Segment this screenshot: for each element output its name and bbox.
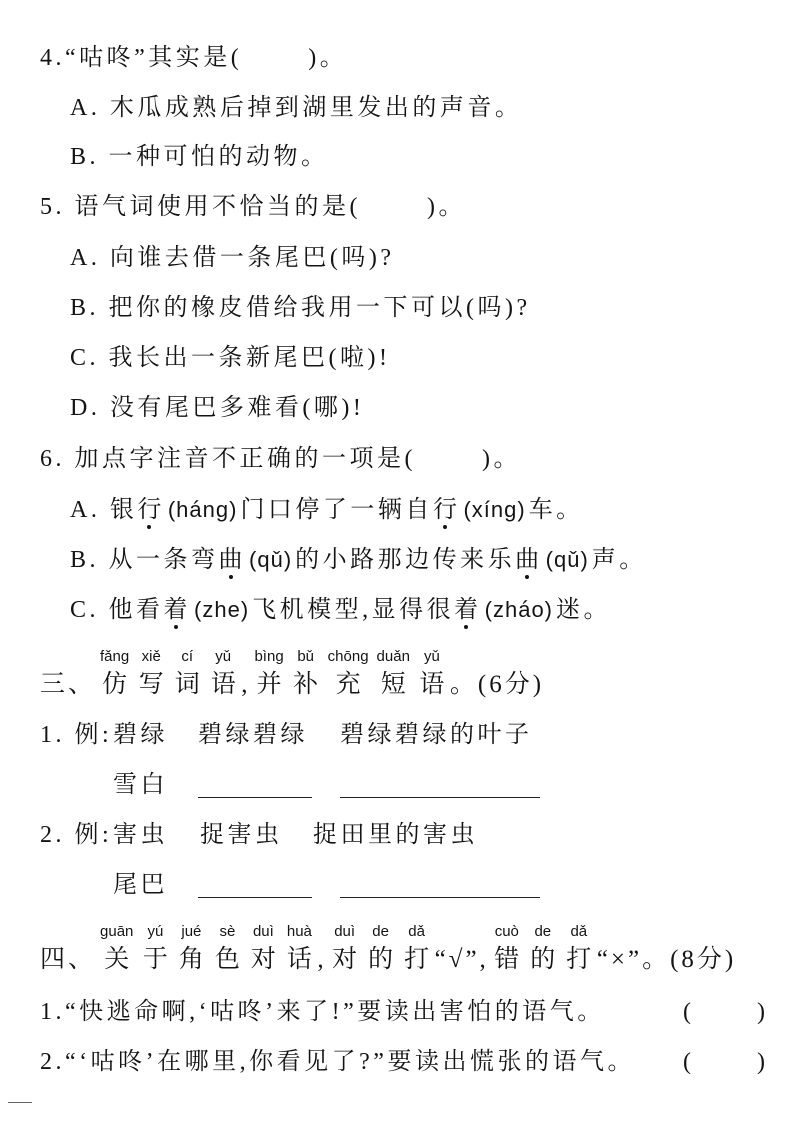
answer-underline[interactable] — [340, 797, 540, 798]
heading-text: 写 — [138, 671, 164, 698]
dotted-character: 行 — [432, 497, 461, 523]
heading-char — [137, 919, 173, 975]
pinyin-annotation: (qǔ) — [545, 547, 589, 572]
section-3-task-1 — [0, 769, 794, 801]
question-5-option-d: D. 没有尾巴多难看(哪)! — [70, 395, 365, 421]
option-text: 车。 — [528, 497, 584, 523]
section-4-heading — [40, 919, 736, 975]
section-4-item-2: 2.“‘咕咚’在哪里,你看见了?”要读出慌张的语气。 — [40, 1049, 635, 1075]
example-label: 2. 例: — [40, 822, 113, 848]
dotted-character: 行 — [137, 497, 165, 523]
answer-paren-close: ) — [757, 1049, 765, 1075]
heading-run — [317, 919, 326, 975]
heading-char — [209, 919, 245, 975]
option-text: C. 他看 — [70, 597, 164, 623]
pinyin: huà — [286, 923, 312, 940]
heading-text: 短 — [380, 671, 406, 698]
question-5-option-a: A. 向谁去借一条尾巴(吗)? — [70, 245, 395, 271]
heading-text: 话 — [286, 946, 312, 973]
heading-text: 四、 — [40, 946, 97, 973]
heading-run — [40, 644, 96, 700]
section-3-task-2 — [0, 869, 794, 901]
pinyin: sè — [219, 923, 236, 940]
heading-char — [525, 919, 561, 975]
answer-paren-close: ) — [757, 999, 765, 1025]
heading-text: , — [317, 946, 327, 973]
heading-char — [250, 644, 287, 700]
heading-text: 对 — [250, 946, 276, 973]
pinyin: yǔ — [424, 648, 440, 665]
dotted-character: 着 — [163, 597, 192, 623]
dotted-character: 着 — [454, 597, 482, 623]
question-6-stem — [40, 443, 521, 475]
question-5-stem — [40, 191, 466, 223]
question-6-answer-blank[interactable] — [416, 448, 482, 472]
pinyin: yǔ — [215, 648, 232, 665]
section-3-example-2 — [0, 819, 794, 851]
pinyin: fǎng — [100, 648, 130, 665]
question-4-option-b: B. 一种可怕的动物。 — [70, 144, 329, 170]
section-3-heading — [40, 644, 544, 700]
heading-char — [373, 644, 414, 700]
question-6-option-a — [70, 494, 584, 526]
example-reduplication: 碧绿碧绿 — [198, 722, 308, 748]
option-text: 门口停了一辆自 — [240, 497, 433, 523]
pinyin: duì — [334, 923, 356, 940]
heading-run — [241, 644, 250, 700]
pinyin: cuò — [494, 923, 519, 940]
heading-text: 对 — [332, 946, 358, 973]
question-5-close: )。 — [427, 194, 466, 220]
answer-paren-open: ( — [683, 999, 691, 1025]
heading-char — [414, 644, 450, 700]
heading-run — [597, 919, 736, 975]
answer-blank[interactable] — [691, 1051, 757, 1075]
task-word: 尾巴 — [113, 872, 168, 898]
heading-text: 角 — [178, 946, 204, 973]
heading-text: 色 — [214, 946, 240, 973]
heading-char — [245, 919, 281, 975]
question-6-option-c — [70, 594, 611, 626]
pinyin: cí — [181, 648, 194, 665]
section-3-example-1 — [0, 719, 794, 751]
heading-text: 打 — [566, 946, 592, 973]
page-edge-mark — [8, 1102, 32, 1103]
section-4-item-2-answer[interactable] — [683, 1046, 765, 1078]
question-4-stem — [40, 42, 347, 74]
answer-underline[interactable] — [198, 797, 312, 798]
example-verb-phrase: 捉害虫 — [200, 822, 283, 848]
pinyin: bǔ — [297, 648, 315, 665]
pinyin: duì — [252, 923, 274, 940]
heading-char — [489, 919, 525, 975]
question-4-option-a: A. 木瓜成熟后掉到湖里发出的声音。 — [70, 95, 523, 121]
pinyin: xiě — [141, 648, 161, 665]
pinyin: jué — [181, 923, 202, 940]
example-word: 碧绿 — [113, 722, 168, 748]
heading-char — [173, 919, 209, 975]
heading-run — [450, 644, 544, 700]
heading-char — [324, 644, 373, 700]
pinyin-annotation: (zhe) — [194, 597, 250, 622]
pinyin: guān — [100, 923, 134, 940]
option-text: A. 银 — [70, 497, 138, 523]
heading-char — [205, 644, 241, 700]
heading-char — [288, 644, 324, 700]
option-text: 的小路那边传来乐 — [295, 547, 516, 573]
example-label: 1. 例: — [40, 722, 113, 748]
heading-text: 语 — [210, 671, 236, 698]
heading-char — [96, 919, 137, 975]
heading-text: 仿 — [102, 671, 128, 698]
question-4-close: )。 — [308, 45, 348, 71]
heading-char — [169, 644, 205, 700]
dotted-character: 曲 — [515, 547, 543, 573]
pinyin-annotation: (xíng) — [463, 497, 526, 522]
heading-text: 打 — [404, 946, 430, 973]
heading-char — [363, 919, 399, 975]
heading-char — [281, 919, 317, 975]
pinyin: de — [372, 923, 389, 940]
example-phrase: 碧绿碧绿的叶子 — [340, 722, 533, 748]
answer-underline[interactable] — [340, 897, 540, 898]
heading-text: 补 — [293, 671, 319, 698]
question-5-text: 5. 语气词使用不恰当的是( — [40, 194, 361, 220]
heading-text: 错 — [494, 946, 520, 973]
section-4-item-1: 1.“快逃命啊,‘咕咚’来了!”要读出害怕的语气。 — [40, 999, 605, 1025]
heading-text: “×”。(8分) — [596, 946, 737, 973]
heading-char — [96, 644, 133, 700]
section-4-item-1-answer[interactable] — [683, 996, 765, 1028]
pinyin: dǎ — [408, 923, 425, 940]
question-4-answer-blank[interactable] — [242, 47, 308, 71]
answer-underline[interactable] — [198, 897, 312, 898]
heading-text: 于 — [142, 946, 168, 973]
heading-text: 并 — [256, 671, 282, 698]
pinyin-annotation: (qǔ) — [249, 547, 293, 572]
dotted-character: 曲 — [218, 547, 247, 573]
answer-paren-open: ( — [683, 1049, 691, 1075]
heading-text: 语 — [419, 671, 445, 698]
pinyin: dǎ — [570, 923, 588, 940]
pinyin: duǎn — [376, 648, 410, 665]
example-word: 害虫 — [113, 822, 168, 848]
question-5-answer-blank[interactable] — [361, 196, 427, 220]
question-6-close: )。 — [482, 446, 521, 472]
pinyin: de — [534, 923, 552, 940]
pinyin: chōng — [327, 648, 369, 665]
question-4-text: 4.“咕咚”其实是( — [40, 45, 243, 71]
option-text: 声。 — [591, 547, 647, 573]
heading-char — [327, 919, 363, 975]
heading-char — [133, 644, 169, 700]
question-6-text: 6. 加点字注音不正确的一项是( — [40, 446, 416, 472]
heading-char — [399, 919, 435, 975]
pinyin-annotation: (háng) — [167, 497, 238, 522]
heading-text: 。(6分) — [449, 671, 545, 698]
heading-run — [40, 919, 96, 975]
heading-run — [435, 919, 489, 975]
question-6-option-b — [70, 544, 647, 576]
heading-text: 关 — [104, 946, 130, 973]
answer-blank[interactable] — [691, 1001, 757, 1025]
heading-text: 的 — [530, 946, 556, 973]
heading-text: 充 — [335, 671, 361, 698]
option-text: B. 从一条弯 — [70, 547, 219, 573]
heading-text: 词 — [174, 671, 200, 698]
heading-text: 三、 — [40, 671, 97, 698]
heading-text: “√”, — [434, 946, 489, 973]
heading-char — [561, 919, 597, 975]
pinyin: bìng — [254, 648, 284, 665]
pinyin: yú — [147, 923, 164, 940]
heading-text: 的 — [368, 946, 394, 973]
heading-text: , — [241, 671, 251, 698]
option-text: 飞机模型,显得很 — [252, 597, 455, 623]
question-5-option-b: B. 把你的橡皮借给我用一下可以(吗)? — [70, 295, 531, 321]
pinyin-annotation: (zháo) — [484, 597, 553, 622]
task-word: 雪白 — [113, 772, 168, 798]
example-phrase: 捉田里的害虫 — [313, 822, 478, 848]
option-text: 迷。 — [556, 597, 611, 623]
question-5-option-c: C. 我长出一条新尾巴(啦)! — [70, 345, 391, 371]
